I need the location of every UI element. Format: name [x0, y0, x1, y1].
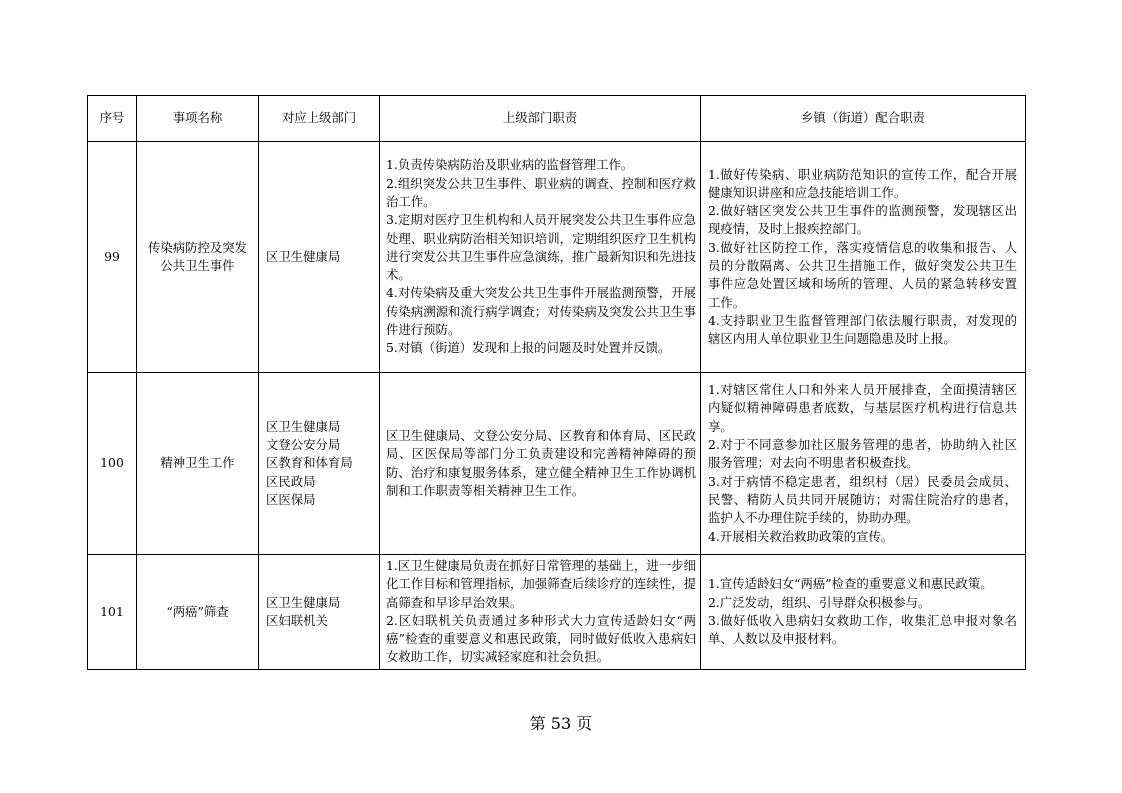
row-serial: 101: [88, 555, 137, 670]
row-item-name: “两癌”筛查: [137, 555, 259, 670]
duty-item: 区卫生健康局、文登公安分局、区教育和体育局、区民政局、区医保局等部门分工负责建设和完善精神障碍的预防、治疗和康复服务体系，建立健全精神卫生工作协调机制和工作职责等相关精神卫生工作。: [386, 427, 696, 498]
row-coop-cell: [701, 142, 1026, 373]
coop-item: 4.支持职业卫生监督管理部门依法履行职责，对发现的辖区内用人单位职业卫生问题隐患及时上报。: [708, 312, 1017, 347]
row-dept-cell: [259, 555, 380, 670]
header-town-coop-duties: 乡镇（街道）配合职责: [701, 96, 1026, 142]
coop-item: 3.做好社区防控工作，落实疫情信息的收集和报告、人员的分散隔离、公共卫生措施工作，做好突发公共卫生事件应急处置区域和场所的管理、人员的紧急转移安置工作。: [708, 239, 1017, 310]
row-duties-cell: [380, 555, 701, 670]
coop-item: 3.做好低收入患病妇女救助工作，收集汇总申报对象名单、人数以及申报材料。: [708, 612, 1017, 647]
coop-item: 1.宣传适龄妇女“两癌”检查的重要意义和惠民政策。: [708, 576, 993, 592]
dept-line: 区卫生健康局: [266, 594, 341, 610]
dept-line: 文登公安分局: [266, 437, 341, 453]
row-coop-cell: [701, 373, 1026, 555]
duty-item: 3.定期对医疗卫生机构和人员开展突发公共卫生事件应急处理、职业病防治相关知识培训，定期组织医疗卫生机构进行突发公共卫生事件应急演练，推广最新知识和先进技术。: [386, 212, 696, 283]
header-superior-dept: 对应上级部门: [259, 96, 380, 142]
table-header-row: [88, 96, 1026, 142]
row-serial: 99: [88, 142, 137, 373]
dept-line: 区卫生健康局: [266, 248, 341, 264]
table-row: [88, 142, 1026, 373]
dept-line: 区民政局: [266, 473, 316, 489]
coop-item: 2.对于不同意参加社区服务管理的患者，协助纳入社区服务管理；对去向不明患者积极查找。: [708, 437, 1017, 471]
duty-item: 5.对镇（街道）发现和上报的问题及时处置并反馈。: [386, 340, 671, 356]
row-serial: 100: [88, 373, 137, 555]
dept-line: 区教育和体育局: [266, 455, 353, 471]
row-dept-cell: [259, 142, 380, 373]
table-row: [88, 373, 1026, 555]
coop-item: 1.对辖区常住人口和外来人员开展排查，全面摸清辖区内疑似精神障碍患者底数，与基层医疗机构进行信息共享。: [708, 382, 1017, 434]
coop-item: 4.开展相关救治救助政策的宣传。: [708, 528, 894, 544]
header-serial: 序号: [88, 96, 137, 142]
row-duties-cell: [380, 373, 701, 555]
row-dept-cell: [259, 373, 380, 555]
duty-item: 1.区卫生健康局负责在抓好日常管理的基础上，进一步细化工作目标和管理指标，加强筛查后续诊疗的连续性，提高筛查和早诊早治效果。: [386, 558, 696, 610]
header-superior-duties: 上级部门职责: [380, 96, 701, 142]
dept-line: 区医保局: [266, 491, 316, 507]
page-number: 第 53 页: [529, 714, 593, 733]
row-coop-cell: [701, 555, 1026, 670]
coop-item: 2.做好辖区突发公共卫生事件的监测预警，发现辖区出现疫情，及时上报疾控部门。: [708, 203, 1017, 237]
coop-item: 3.对于病情不稳定患者，组织村（居）民委员会成员、民警、精防人员共同开展随访；对需住院治疗的患者，监护人不办理住院手续的，协助办理。: [708, 473, 1017, 526]
row-duties-cell: [380, 142, 701, 373]
row-item-name: 传染病防控及突发公共卫生事件: [137, 142, 259, 373]
coop-item: 1.做好传染病、职业病防范知识的宣传工作，配合开展健康知识讲座和应急技能培训工作。: [708, 166, 1017, 200]
header-item-name: 事项名称: [137, 96, 259, 142]
dept-line: 区妇联机关: [266, 612, 328, 628]
duty-item: 1.负责传染病防治及职业病的监督管理工作。: [386, 157, 634, 173]
duty-table: [87, 95, 1026, 670]
row-item-name: 精神卫生工作: [137, 373, 259, 555]
duty-item: 2.组织突发公共卫生事件、职业病的调查、控制和医疗救治工作。: [386, 175, 696, 209]
dept-line: 区卫生健康局: [266, 418, 341, 434]
duty-item: 4.对传染病及重大突发公共卫生事件开展监测预警，开展传染病溯源和流行病学调查；对传染病及突发公共卫生事件进行预防。: [386, 285, 696, 338]
table-row: [88, 555, 1026, 670]
coop-item: 2.广泛发动，组织、引导群众积极参与。: [708, 594, 931, 610]
duty-item: 2.区妇联机关负责通过多种形式大力宣传适龄妇女“两癌”检查的重要意义和惠民政策，同时做好低收入患病妇女救助工作，切实减轻家庭和社会负担。: [386, 612, 696, 665]
